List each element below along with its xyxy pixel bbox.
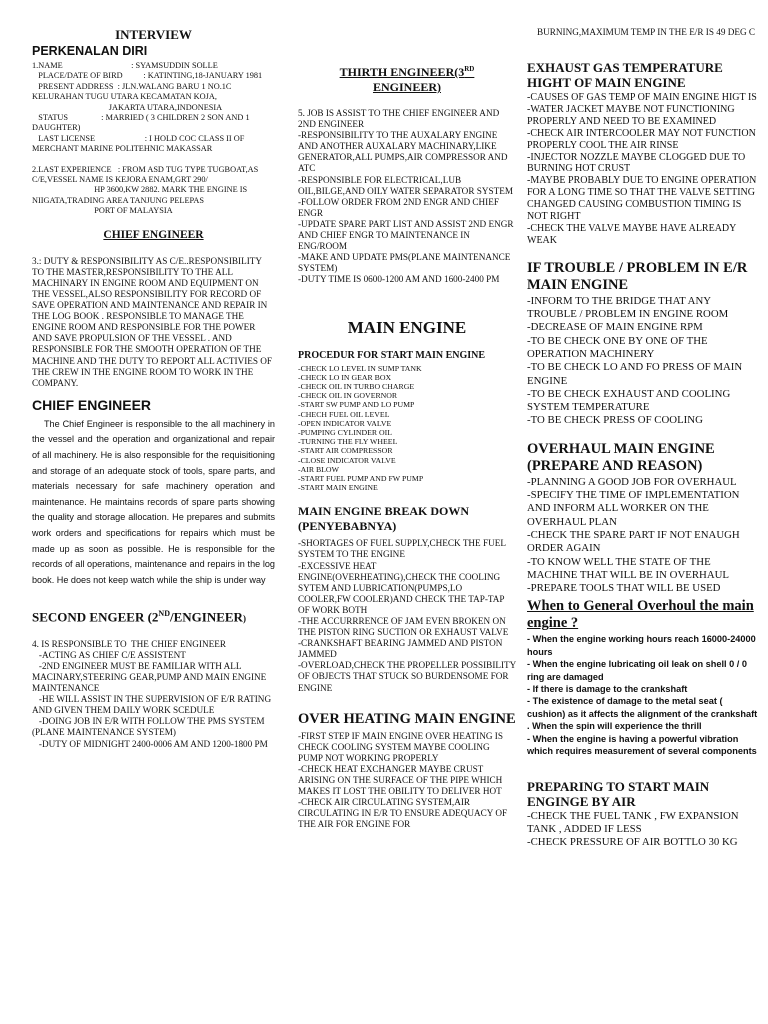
chief-paragraph: The Chief Engineer is responsible to the all machinery in the vessel and the operation and organizational and repair of all machinery. He is also responsible for the requisitioning and storage of an adequate stock of tools, spare parts, and materials necessary for safe machinery operation and maintenance. He maintains records of spare parts showing the quality and storage allocation. He prepares and submits work orders and specifications for repairs which must be made up as soon as possible. He is responsible for the records of all operations, maintenance and repairs in the log book. He does not keep watch while the ship is under way xyxy=(32,418,275,585)
trouble-heading: IF TROUBLE / PROBLEM IN E/R MAIN ENGINE xyxy=(527,259,748,293)
list-item: -FOLLOW ORDER FROM 2ND ENGR AND CHIEF ENGR xyxy=(298,196,499,218)
list-item: -CAUSES OF GAS TEMP OF MAIN ENGINE HIGT IS xyxy=(527,92,757,103)
list-item: -SPECIFY THE TIME OF IMPLEMENTATION AND INFORM ALL WORKER ON THE OVERHAUL PLAN xyxy=(527,489,740,528)
overheating-list xyxy=(298,731,516,831)
list-item: -AIR BLOW xyxy=(298,464,339,474)
list-item: -CHECK OIL IN TURBO CHARGE xyxy=(298,381,415,391)
breakdown-heading: MAIN ENGINE BREAK DOWN (PENYEBABNYA) xyxy=(298,504,470,534)
personal-line: 2.LAST EXPERIENCE : FROM ASD TUG TYPE TUGBOAT,AS C/E,VESSEL NAME IS KEJORA ENAM,GRT 290/ xyxy=(32,164,261,185)
list-item: - If there is damage to the crankshaft xyxy=(527,684,688,695)
list-item: -RESPONSIBLE FOR ELECTRICAL,LUB OIL,BILGE,AND OILY WATER SEPARATOR SYSTEM xyxy=(298,174,513,196)
list-item: - When the engine lubricating oil leak on shell 0 / 0 ring are damaged xyxy=(527,659,748,682)
personal-info xyxy=(32,61,275,217)
chief-engineer-heading-2: CHIEF ENGINEER xyxy=(32,396,152,413)
list-item: -CHECK LO IN GEAR BOX xyxy=(298,372,392,382)
list-item: -OVERLOAD,CHECK THE PROPELLER POSSIBILITY OF OBJECTS THAT STUCK SO BURDENSOME FOR ENGINE xyxy=(298,660,516,693)
list-item: -START FUEL PUMP AND FW PUMP xyxy=(298,473,424,483)
second-engineer-heading xyxy=(32,606,275,626)
list-item: -DECREASE OF MAIN ENGINE RPM xyxy=(527,321,703,334)
personal-line: 1.NAME : SYAMSUDDIN SOLLE xyxy=(32,61,218,70)
list-item: -MAYBE PROBABLY DUE TO ENGINE OPERATION FOR A LONG TIME SO THAT THE VALVE SETTING CHANGED CAUSING COMBUSTION TIMING IS NOT RIGHT xyxy=(527,175,757,223)
list-item: -START AIR COMPRESSOR xyxy=(298,446,393,456)
list-item: -OPEN INDICATOR VALVE xyxy=(298,418,392,428)
personal-line: STATUS : MARRIED ( 3 CHILDREN 2 SON AND 1 DAUGHTER) xyxy=(32,113,252,133)
personal-line: LAST LICENSE : I HOLD COC CLASS II OF MERCHANT MARINE POLITEHNIC MAKASSAR xyxy=(32,133,247,154)
column-left xyxy=(32,0,275,750)
personal-line xyxy=(32,155,275,165)
list-item: -DOING JOB IN E/R WITH FOLLOW THE PMS SYSTEM (PLANE MAINTENANCE SYSTEM) xyxy=(32,716,267,738)
third-engineer-heading xyxy=(298,62,516,95)
personal-line: HP 3600,KW 2882. MARK THE ENGINE IS NIIGATA,TRADING AREA TANJUNG PELEPAS xyxy=(32,185,250,205)
personal-line: JAKARTA UTARA,INDONESIA xyxy=(32,102,223,112)
column-middle xyxy=(298,0,516,831)
chief-engineer-heading: CHIEF ENGINEER xyxy=(103,228,204,241)
list-item: -CLOSE INDICATOR VALVE xyxy=(298,455,396,465)
list-item: -HE WILL ASSIST IN THE SUPERVISION OF E/R RATING AND GIVEN THEM DAILY WORK SCEDULE xyxy=(32,694,273,716)
list-item: -RESPONSIBILITY TO THE AUXALARY ENGINE AND ANOTHER AUXALARY MACHINARY,LIKE GENERATOR,ALL PUMPS,AIR COMPRESSOR AND ATC xyxy=(298,130,508,174)
list-item: -TO KNOW WELL THE STATE OF THE MACHINE THAT WILL BE IN OVERHAUL xyxy=(527,555,730,581)
list-item: -UPDATE SPARE PART LIST AND ASSIST 2ND ENGR AND CHIEF ENGR TO MAINTENANCE IN ENG/ROOM xyxy=(298,218,514,252)
list-item: -PUMPING CYLINDER OIL xyxy=(298,427,392,437)
exhaust-list xyxy=(527,92,762,247)
list-item: -SHORTAGES OF FUEL SUPPLY,CHECK THE FUEL SYSTEM TO THE ENGINE xyxy=(298,538,506,560)
overhaul-list xyxy=(527,476,762,596)
list-item: -CHECK OIL IN GOVERNOR xyxy=(298,391,398,401)
list-item: -PLANNING A GOOD JOB FOR OVERHAUL xyxy=(527,475,737,488)
personal-line: PORT OF MALAYSIA xyxy=(32,206,173,216)
list-item: -CHECK PRESSURE OF AIR BOTTLO 30 KG xyxy=(527,836,738,849)
second-engineer-list xyxy=(32,639,275,750)
general-overhaul-list xyxy=(527,633,762,757)
general-overhaul-heading: When to General Overhoul the main engine ? xyxy=(527,598,754,632)
list-item: -START MAIN ENGINE xyxy=(298,483,378,493)
overheating-heading: OVER HEATING MAIN ENGINE xyxy=(298,710,516,727)
list-item: -CHECK THE VALVE MAYBE HAVE ALREADY WEAK xyxy=(527,222,737,246)
list-item: -THE ACCURRRENCE OF JAM EVEN BROKEN ON THE PISTON RING SUCTION OR EXHAUST VALVE xyxy=(298,616,509,638)
burning-line: BURNING,MAXIMUM TEMP IN THE E/R IS 49 DEG C xyxy=(537,27,756,37)
column-right xyxy=(527,0,762,849)
procedure-list xyxy=(298,364,516,493)
list-item: - The existence of damage to the metal seat ( cushion) as it affects the alignment of the crankshaft . When the spin will experience the thrill xyxy=(527,696,758,732)
list-item: -MAKE AND UPDATE PMS(PLANE MAINTENANCE SYSTEM) xyxy=(298,252,511,274)
second-heading-sup: ND xyxy=(158,609,170,619)
breakdown-list xyxy=(298,538,516,693)
list-item: -WATER JACKET MAYBE NOT FUNCTIONING PROPERLY AND NEED TO BE EXAMINED xyxy=(527,103,735,127)
list-item: -EXCESSIVE HEAT ENGINE(OVERHEATING),CHECK THE COOLING SYTEM AND LUBRICATION(PUMPS,LO COOLER,FW COOLER)AND CHECK THE TAP-TAP OF WORK BOTH xyxy=(298,560,505,615)
list-item: -CHECK THE SPARE PART IF NOT ENAUGH ORDER AGAIN xyxy=(527,528,740,555)
list-item: -CHECH FUEL OIL LEVEL xyxy=(298,409,390,419)
list-item: 5. JOB IS ASSIST TO THE CHIEF ENGINEER AND 2ND ENGINEER xyxy=(298,108,500,130)
personal-line: PLACE/DATE OF BIRD : KATINTING,18-JANUARY 1981 xyxy=(32,71,263,81)
list-item: -CHECK HEAT EXCHANGER MAYBE CRUST ARISING ON THE SURFACE OF THE PIPE WHICH MAKES IT LOST THE OBILITY TO DELIVER HOT xyxy=(298,763,503,797)
list-item: -CHECK AIR CIRCULATING SYSTEM,AIR CIRCULATING IN E/R TO ENSURE ADEQUACY OF THE AIR FOR ENGINE FOR xyxy=(298,797,508,830)
list-item: -DUTY TIME IS 0600-1200 AM AND 1600-2400 PM xyxy=(298,274,500,285)
list-item: -ACTING AS CHIEF C/E ASSISTENT xyxy=(32,649,186,660)
interview-title: INTERVIEW xyxy=(115,27,192,42)
overhaul-heading: OVERHAUL MAIN ENGINE (PREPARE AND REASON) xyxy=(527,440,715,474)
list-item: -TO BE CHECK EXHAUST AND COOLING SYSTEM TEMPERATURE xyxy=(527,387,731,414)
list-item: - When the engine is having a powerful vibration which requires measurement of several components xyxy=(527,733,757,757)
list-item: 4. IS RESPONSIBLE TO THE CHIEF ENGINEER xyxy=(32,638,226,649)
second-heading-text-b: /ENGINEER xyxy=(169,609,243,625)
main-engine-title: MAIN ENGINE xyxy=(347,317,467,337)
chief-duty-text: 3.: DUTY & RESPONSIBILITY AS C/E..RESPONSIBILITY TO THE MASTER,RESPONSIBILITY TO THE ALL MACHINARY IN ENGINE ROOM AND EQUIPMENT ON THE VESSEL,ALSO RESPONSIBILITY FOR RECORD OF SAVE OPERATION AND MAINTENANCE AND REPAIR IN THE LOG BOOK . RESPONSIBLE TO MANAGE THE ENGINE ROOM AND RESPONSIBLE FOR THE POWER AND SAVE PROPULSION OF THE VESSEL . AND RESPONSIBLE FOR THE SMOOTH OPERATION OF THE MACHINE AND THE DUTY TO REPORT ALL ACTIVIES OF THE CREW IN THE ENGINE ROOM TO WORK IN THE COMPANY. xyxy=(32,255,273,388)
list-item: -PREPARE TOOLS THAT WILL BE USED xyxy=(527,582,721,595)
third-heading-sup: RD xyxy=(464,65,475,73)
list-item: -CHECK THE FUEL TANK , FW EXPANSION TANK , ADDED IF LESS xyxy=(527,810,739,836)
trouble-list xyxy=(527,295,762,428)
list-item: -DUTY OF MIDNIGHT 2400-0006 AM AND 1200-1800 PM xyxy=(32,738,268,749)
intro-title: PERKENALAN DIRI xyxy=(32,44,148,58)
list-item: -TO BE CHECK LO AND FO PRESS OF MAIN ENGINE xyxy=(527,361,743,387)
list-item: -TO BE CHECK ONE BY ONE OF THE OPERATION MACHINERY xyxy=(527,334,708,360)
list-item: -INJECTOR NOZZLE MAYBE CLOGGED DUE TO BURNING HOT CRUST xyxy=(527,151,746,175)
procedure-heading: PROCEDUR FOR START MAIN ENGINE xyxy=(298,349,486,361)
third-engineer-list xyxy=(298,108,516,286)
start-by-air-list xyxy=(527,810,762,849)
list-item: -FIRST STEP IF MAIN ENGINE OVER HEATING IS CHECK COOLING SYSTEM MAYBE COOLING PUMP NOT WORKING PROPERLY xyxy=(298,730,503,763)
start-by-air-heading: PREPARING TO START MAIN ENGINGE BY AIR xyxy=(527,779,710,810)
list-item: -TO BE CHECK PRESS OF COOLING xyxy=(527,414,703,427)
list-item: -START SW PUMP AND LO PUMP xyxy=(298,400,415,410)
list-item: - When the engine working hours reach 16000-24000 hours xyxy=(527,634,756,657)
list-item: -CRANKSHAFT BEARING JAMMED AND PISTON JAMMED xyxy=(298,638,503,660)
list-item: -CHECK LO LEVEL IN SUMP TANK xyxy=(298,363,422,373)
third-heading-text-b: ENGINEER) xyxy=(372,80,441,94)
third-heading-text: THIRTH ENGINEER(3 xyxy=(339,65,465,79)
list-item: -TURNING THE FLY WHEEL xyxy=(298,437,398,447)
list-item: -2ND ENGINEER MUST BE FAMILIAR WITH ALL MACINARY,STEERING GEAR,PUMP AND MAIN ENGINE MAINTENANCE xyxy=(32,660,274,694)
second-heading-paren: ) xyxy=(242,613,246,624)
list-item: -INFORM TO THE BRIDGE THAT ANY TROUBLE / PROBLEM IN ENGINE ROOM xyxy=(527,294,729,321)
exhaust-heading: EXHAUST GAS TEMPERATURE HIGHT OF MAIN ENGINE xyxy=(527,60,723,90)
personal-line: PRESENT ADDRESS : JLN.WALANG BARU 1 NO.1C KELURAHAN TUGU UTARA KECAMATAN KOJA, xyxy=(32,81,234,102)
second-heading-text: SECOND ENGEER (2 xyxy=(32,609,159,625)
list-item: -CHECK AIR INTERCOOLER MAY NOT FUNCTION PROPERLY COOL THE AIR RINSE xyxy=(527,127,756,151)
